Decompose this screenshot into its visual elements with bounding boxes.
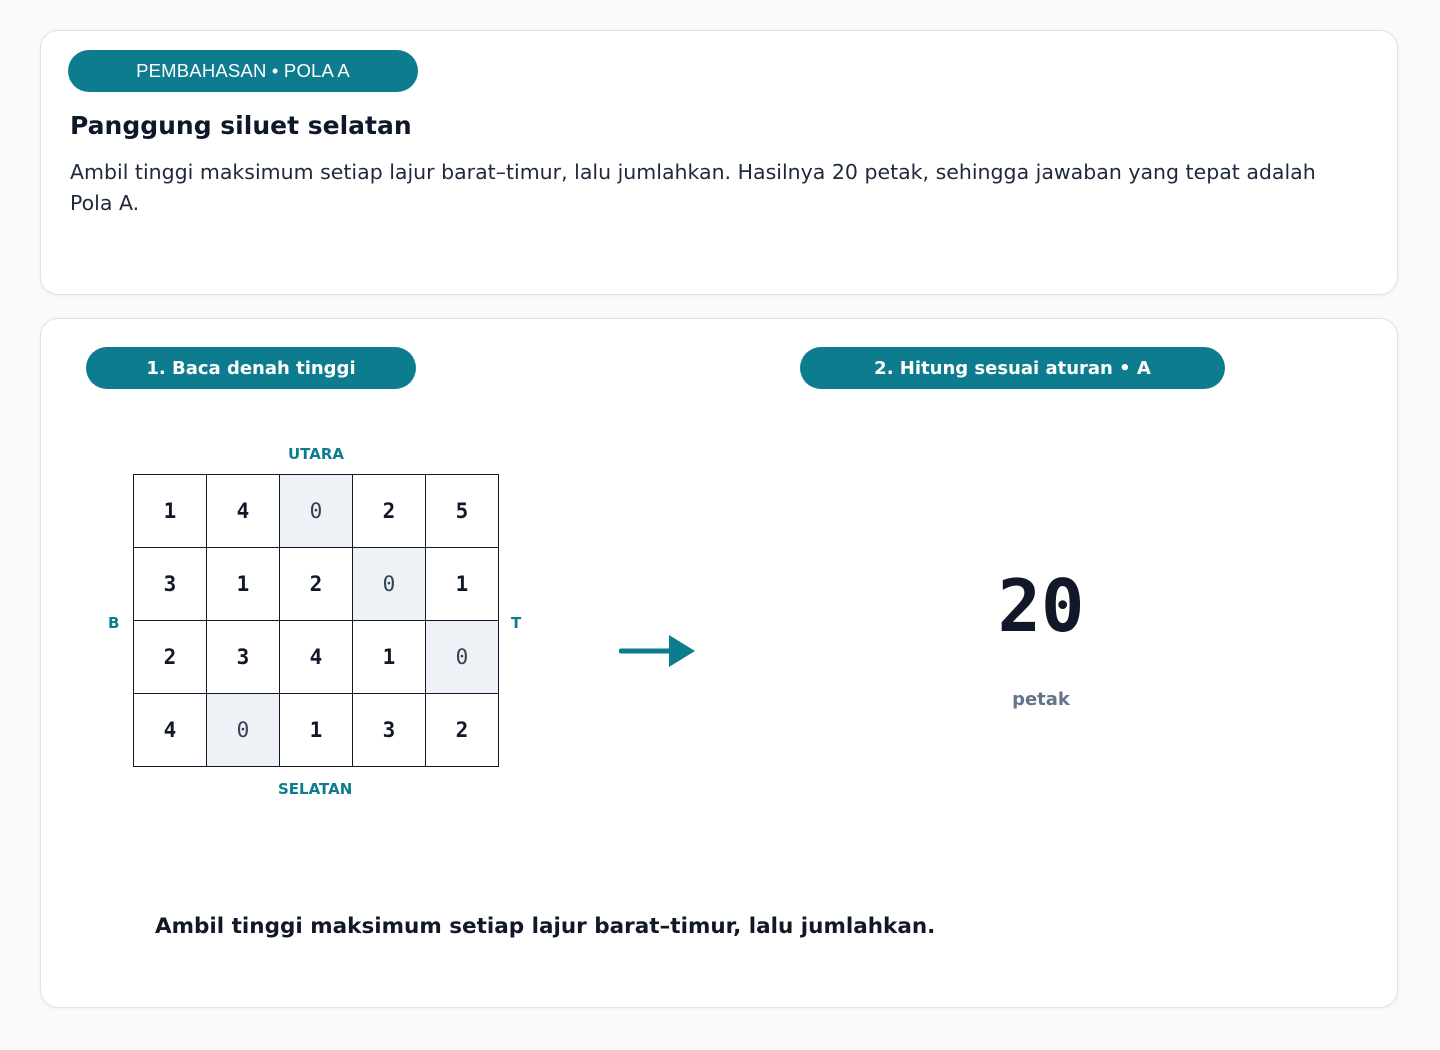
arrow-right-icon [619,633,697,669]
grid-cell: 4 [207,475,280,548]
grid-cell: 2 [426,694,499,767]
grid-cell: 1 [353,621,426,694]
grid-cell: 0 [280,475,353,548]
grid-cell: 4 [134,694,207,767]
grid-cell: 0 [207,694,280,767]
compass-south-label: SELATAN [278,780,353,798]
grid-cell: 1 [426,548,499,621]
explanation-body: Ambil tinggi maksimum setiap lajur barat–timur, lalu jumlahkan. Hasilnya 20 petak, sehingga jawaban yang tepat adalah Pola A. [70,160,1316,215]
grid-cell: 2 [353,475,426,548]
grid-cell: 3 [134,548,207,621]
pattern-tag-badge: PEMBAHASAN • POLA A [68,50,418,92]
solution-card [40,318,1398,1008]
grid-cell: 1 [134,475,207,548]
explanation-card [40,30,1398,295]
height-map-grid [133,474,499,767]
grid-cell: 2 [134,621,207,694]
grid-cell: 3 [353,694,426,767]
result-value: 20 [997,564,1085,648]
grid-cell: 0 [426,621,499,694]
result-unit: petak [1012,689,1070,710]
grid-cell: 2 [280,548,353,621]
grid-cell: 3 [207,621,280,694]
step-2-label: 2. Hitung sesuai aturan • A [800,347,1225,389]
compass-north-label: UTARA [288,445,345,463]
compass-west-label: B [108,614,120,632]
grid-cell: 0 [353,548,426,621]
grid-cell: 4 [280,621,353,694]
compass-east-label: T [511,614,522,632]
explanation-title: Panggung siluet selatan [70,111,412,140]
rule-caption: Ambil tinggi maksimum setiap lajur barat–timur, lalu jumlahkan. [155,914,936,939]
grid-cell: 5 [426,475,499,548]
grid-cell: 1 [207,548,280,621]
step-1-label: 1. Baca denah tinggi [86,347,416,389]
grid-cell: 1 [280,694,353,767]
